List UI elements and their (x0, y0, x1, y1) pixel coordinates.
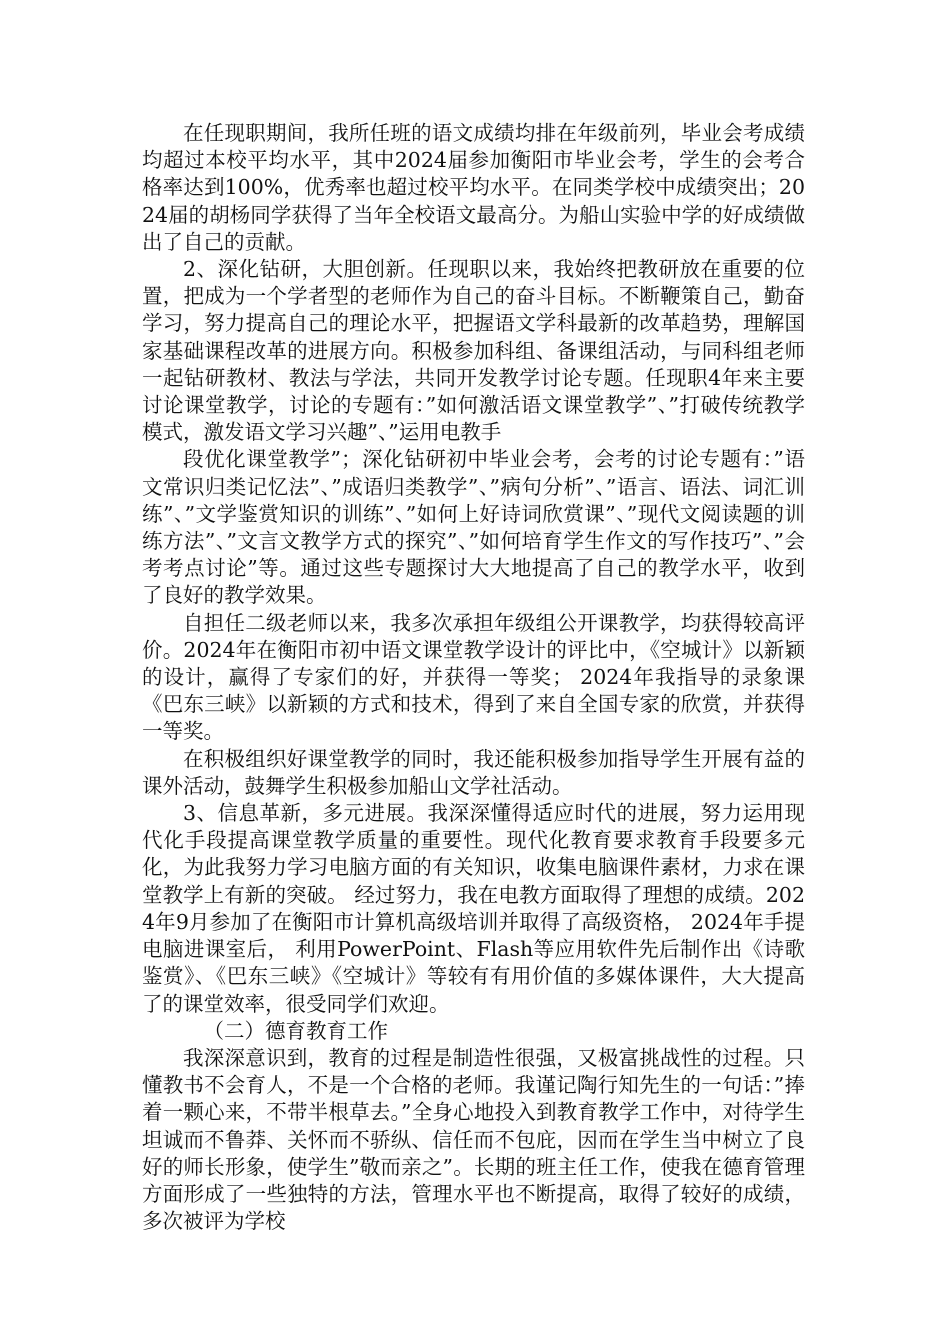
document-body (142, 120, 805, 1235)
paragraph-extracurricular: 在积极组织好课堂教学的同时，我还能积极参加指导学生开展有益的课外活动，鼓舞学生积极参加船山文学社活动。 (142, 746, 805, 798)
section-heading-moral-education: （二）德育教育工作 (203, 1018, 388, 1043)
paragraph-open-classes: 自担任二级老师以来，我多次承担年级组公开课教学，均获得较高评价。2024年在衡阳市初中语文课堂教学设计的评比中，《空城计》以新颖的设计，赢得了专家们的好，并获得一等奖； 2024年我指导的录象课《巴东三峡》以新颖的方式和技术，得到了来自全国专家的欣赏，并获得一等奖。 (142, 610, 805, 744)
paragraph-moral-education: 我深深意识到，教育的过程是制造性很强，又极富挑战性的过程。只懂教书不会育人，不是一个合格的老师。我谨记陶行知先生的一句话：”捧着一颗心来，不带半根草去。”全身心地投入到教育教学工作中，对待学生坦诚而不鲁莽、关怀而不骄纵、信任而不包庇，因而在学生当中树立了良好的师长形象，使学生”敬而亲之”。长期的班主任工作，使我在德育管理方面形成了一些独特的方法，管理水平也不断提高，取得了较好的成绩，多次被评为学校 (142, 1045, 805, 1234)
paragraph-research: 2、深化钻研，大胆创新。任现职以来，我始终把教研放在重要的位置，把成为一个学者型的老师作为自己的奋斗目标。不断鞭策自己，勤奋学习，努力提高自己的理论水平，把握语文学科最新的改革趋势，理解国家基础课程改革的进展方向。积极参加科组、备课组活动，与同科组老师一起钻研教材、教法与学法，共同开发教学讨论专题。任现职4年来主要讨论课堂教学，讨论的专题有：”如何激活语文课堂教学”、”打破传统教学模式，激发语文学习兴趣”、”运用电教手 (142, 257, 805, 445)
paragraph-research-topics: 段优化课堂教学”；深化钻研初中毕业会考，会考的讨论专题有：”语文常识归类记忆法”、”成语归类教学”、”病句分析”、”语言、语法、词汇训练”、”文学鉴赏知识的训练”、”如何上好诗词欣赏课”、”现代文阅读题的训练方法”、”文言文教学方式的探究”、”如何培育学生作文的写作技巧”、”会考考点讨论”等。通过这些专题探讨大大地提高了自己的教学水平，收到了良好的教学效果。 (142, 447, 805, 608)
paragraph-information-innovation: 3、信息革新，多元进展。我深深懂得适应时代的进展，努力运用现代化手段提高课堂教学质量的重要性。现代化教育要求教育手段要多元化，为此我努力学习电脑方面的有关知识，收集电脑课件素材，力求在课堂教学上有新的突破。 经过努力，我在电教方面取得了理想的成绩。2024年9月参加了在衡阳市计算机高级培训并取得了高级资格， 2024年手提电脑进课室后， 利用PowerPoint、Flash等应用软件先后制作出《诗歌鉴赏》、《巴东三峡》《空城计》等较有有用价值的多媒体课件，大大提高了的课堂效率，很受同学们欢迎。 (142, 801, 805, 1016)
paragraph-achievements: 在任现职期间，我所任班的语文成绩均排在年级前列，毕业会考成绩均超过本校平均水平，其中2024届参加衡阳市毕业会考，学生的会考合格率达到100%，优秀率也超过校平均水平。在同类学校中成绩突出；2024届的胡杨同学获得了当年全校语文最高分。为船山实验中学的好成绩做出了自己的贡献。 (142, 121, 805, 254)
